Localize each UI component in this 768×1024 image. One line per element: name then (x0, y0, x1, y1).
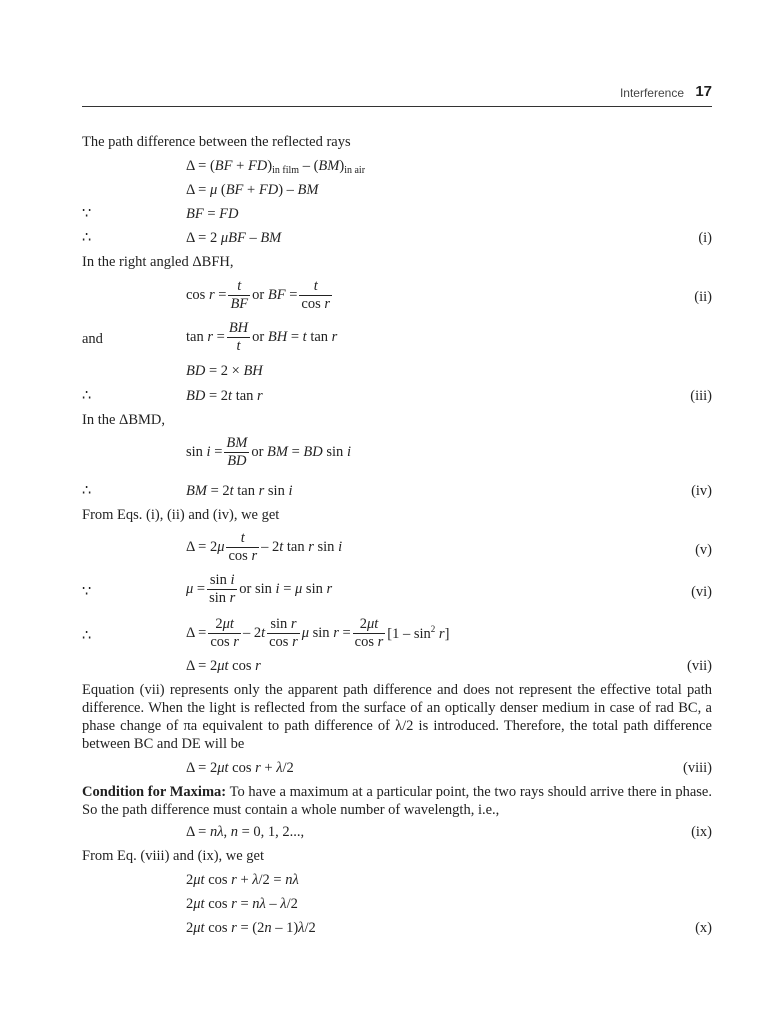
equation-max-1: 2μt cos r + λ/2 = nλ (186, 872, 299, 888)
equation-iii: BD = 2t tan r (186, 388, 263, 404)
equation-max-2: 2μt cos r = nλ – λ/2 (186, 896, 298, 912)
page-number: 17 (695, 83, 712, 100)
equation-ix: Δ = nλ, n = 0, 1, 2..., (186, 824, 305, 840)
equation-number-x: (x) (695, 920, 712, 936)
equation-number-ix: (ix) (691, 824, 712, 840)
equation-viii: Δ = 2μt cos r + λ/2 (186, 760, 294, 776)
equation-number-vi: (vi) (691, 584, 712, 600)
in-bmd-text: In the ΔBMD, (82, 412, 166, 428)
paragraph-maxima (82, 783, 712, 819)
equation-v: Δ = 2μ $\frac{t}{\text{cos r}}$ – 2t tan r sin i (186, 530, 343, 564)
because-symbol: ∵ (82, 206, 92, 222)
equation-iv: BM = 2t tan r sin i (186, 483, 293, 499)
equation-vi: μ = $\frac{\text{sin i}}{\text{sin r}}$ or sin i = μ sin r (186, 572, 333, 606)
equation-sin: sin i = $\frac{BM}{BD}$ or BM = BD sin i (186, 435, 351, 469)
equation-i: Δ = 2 μBF – BM (186, 230, 282, 246)
right-angled-text: In the right angled ΔBFH, (82, 254, 234, 270)
equation-delta-mu: Δ = μ (BF + FD) – BM (186, 182, 319, 198)
chapter-title: Interference (619, 86, 684, 100)
paragraph-apparent-path: Equation (vii) represents only the apparent path difference and does not represent the effective total path difference. When the light is reflected from the surface of an optically denser medium in case of rad BC, a phase change of πa equivalent to path difference of λ/2 is introduced. Therefore, the total path difference between BC and DE will be (82, 682, 712, 752)
equation-delta-def: $\Delta = (BF + FD)_{in film} - (BM)_{in air}$ (186, 158, 366, 176)
because-symbol: ∵ (82, 584, 92, 600)
therefore-symbol: ∴ (82, 483, 92, 499)
therefore-symbol: ∴ (82, 230, 92, 246)
equation-number-iii: (iii) (690, 388, 712, 404)
equation-tan: tan r = $\frac{BH}{t}$ or BH = t tan r (186, 320, 338, 354)
equation-number-v: (v) (695, 542, 712, 558)
from-eqs-text: From Eqs. (i), (ii) and (iv), we get (82, 507, 280, 523)
equation-number-viii: (viii) (683, 760, 712, 776)
therefore-symbol: ∴ (82, 388, 92, 404)
equation-expanded: Δ = $\frac{2\mu t}{\text{cos r}}$ – 2t $\frac{\text{sin r}}{\text{cos r}}$ μ sin r = $\frac{2\mu t}{\text{cos r}}$ $[1 - \sin^2 r]$ (186, 616, 450, 650)
running-header (82, 84, 712, 107)
intro-text: The path difference between the reflected rays (82, 134, 351, 150)
equation-ii: cos r = $\frac{t}{BF}$ or BF = $\frac{t}{\text{cos r}}$ (186, 278, 331, 312)
equation-number-iv: (iv) (691, 483, 712, 499)
therefore-symbol: ∴ (82, 628, 92, 644)
maxima-body: To have a maximum at a particular point, the two rays should arrive there in phase. So the path difference must contain a whole number of wavelength, i.e., (82, 784, 712, 818)
equation-bd-bh: BD = 2 × BH (186, 363, 263, 379)
equation-bf-fd: BF = FD (186, 206, 239, 222)
maxima-heading: Condition for Maxima: (82, 784, 227, 800)
equation-number-i: (i) (698, 230, 712, 246)
equation-vii: Δ = 2μt cos r (186, 658, 261, 674)
and-label: and (82, 331, 103, 347)
from-eq-viii-ix-text: From Eq. (viii) and (ix), we get (82, 848, 265, 864)
equation-number-ii: (ii) (694, 289, 712, 305)
equation-number-vii: (vii) (687, 658, 712, 674)
equation-x: 2μt cos r = (2n – 1)λ/2 (186, 920, 316, 936)
